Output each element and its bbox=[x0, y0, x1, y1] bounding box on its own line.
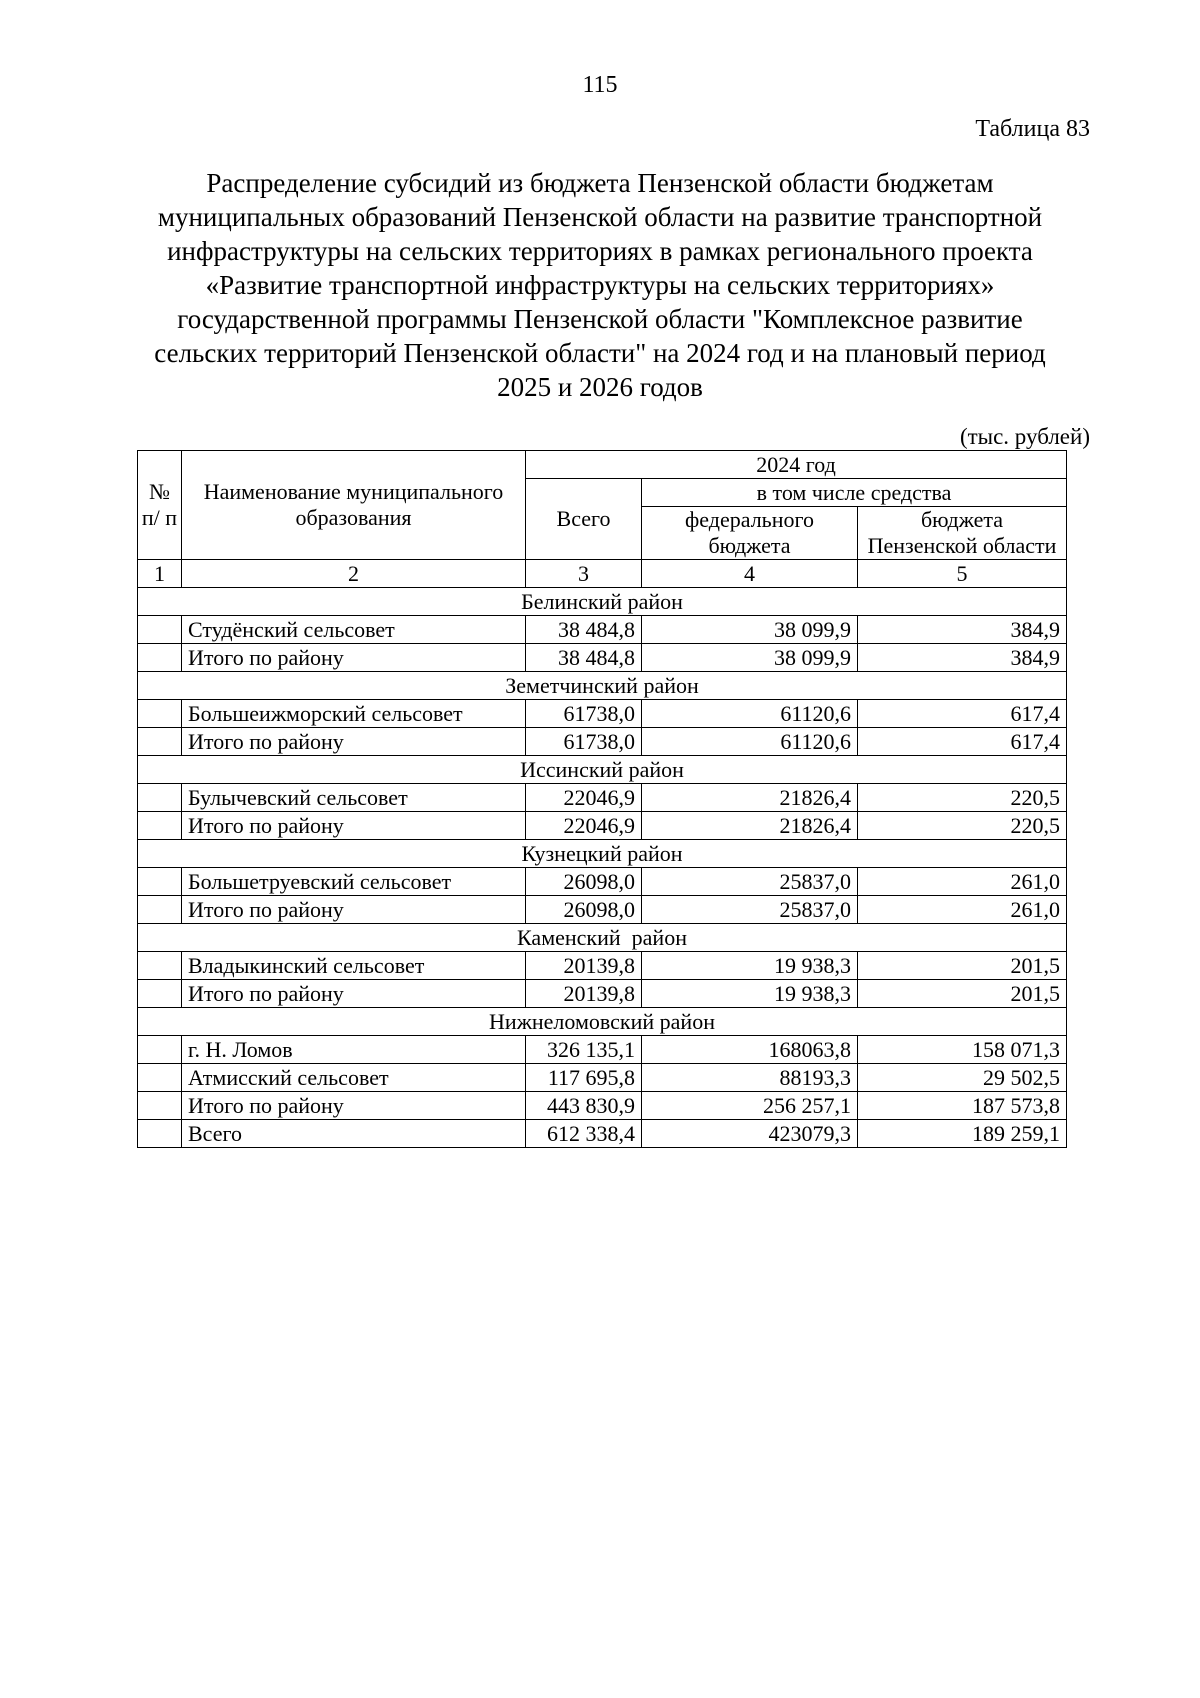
row-name: Студёнский сельсовет bbox=[182, 616, 526, 644]
row-total: 22046,9 bbox=[526, 784, 642, 812]
row-regional: 29 502,5 bbox=[858, 1064, 1067, 1092]
table-row bbox=[138, 812, 1067, 840]
row-federal: 168063,8 bbox=[642, 1036, 858, 1064]
title-line: 2025 и 2026 годов bbox=[497, 372, 703, 402]
row-regional: 201,5 bbox=[858, 980, 1067, 1008]
header-federal: федерального бюджета bbox=[642, 507, 858, 560]
row-num bbox=[138, 616, 182, 644]
row-name: Итого по району bbox=[182, 644, 526, 672]
row-name: Итого по району bbox=[182, 980, 526, 1008]
col-number: 1 bbox=[138, 560, 182, 588]
page-number: 115 bbox=[582, 72, 618, 98]
row-name: Большеижморский сельсовет bbox=[182, 700, 526, 728]
header-total: Всего bbox=[526, 479, 642, 560]
title-line: Распределение субсидий из бюджета Пензенской области бюджетам bbox=[206, 168, 994, 198]
district-name: Иссинский район bbox=[138, 756, 1067, 784]
row-regional: 617,4 bbox=[858, 728, 1067, 756]
table-row bbox=[138, 1092, 1067, 1120]
row-total: 38 484,8 bbox=[526, 644, 642, 672]
table-row bbox=[138, 896, 1067, 924]
row-federal: 61120,6 bbox=[642, 728, 858, 756]
row-total: 326 135,1 bbox=[526, 1036, 642, 1064]
row-name: Атмисский сельсовет bbox=[182, 1064, 526, 1092]
row-total: 20139,8 bbox=[526, 952, 642, 980]
district-row bbox=[138, 840, 1067, 868]
row-federal: 61120,6 bbox=[642, 700, 858, 728]
row-num bbox=[138, 868, 182, 896]
table-row bbox=[138, 868, 1067, 896]
subsidy-table bbox=[137, 450, 1067, 1148]
district-row bbox=[138, 924, 1067, 952]
title-line: сельских территорий Пензенской области" на 2024 год и на плановый период bbox=[154, 338, 1046, 368]
table-body bbox=[138, 588, 1067, 1148]
row-total: 20139,8 bbox=[526, 980, 642, 1008]
col-number: 4 bbox=[642, 560, 858, 588]
row-total: 26098,0 bbox=[526, 896, 642, 924]
row-num bbox=[138, 980, 182, 1008]
row-num bbox=[138, 784, 182, 812]
row-num bbox=[138, 728, 182, 756]
district-row bbox=[138, 1008, 1067, 1036]
district-name: Кузнецкий район bbox=[138, 840, 1067, 868]
row-regional: 220,5 bbox=[858, 812, 1067, 840]
title-line: муниципальных образований Пензенской области на развитие транспортной bbox=[157, 202, 1043, 232]
row-federal: 25837,0 bbox=[642, 896, 858, 924]
header-incl: в том числе средства bbox=[642, 479, 1067, 507]
header-name: Наименование муниципального образования bbox=[182, 451, 526, 560]
row-federal: 25837,0 bbox=[642, 868, 858, 896]
row-total: 61738,0 bbox=[526, 728, 642, 756]
row-total: 38 484,8 bbox=[526, 616, 642, 644]
row-num bbox=[138, 1036, 182, 1064]
title-line: «Развитие транспортной инфраструктуры на сельских территориях» bbox=[205, 270, 995, 300]
row-federal: 19 938,3 bbox=[642, 980, 858, 1008]
table-row bbox=[138, 1064, 1067, 1092]
row-regional: 220,5 bbox=[858, 784, 1067, 812]
row-num bbox=[138, 812, 182, 840]
title-line: инфраструктуры на сельских территориях в рамках регионального проекта bbox=[167, 236, 1033, 266]
row-regional: 187 573,8 bbox=[858, 1092, 1067, 1120]
row-name: Большетруевский сельсовет bbox=[182, 868, 526, 896]
row-name: Булычевский сельсовет bbox=[182, 784, 526, 812]
row-total: 61738,0 bbox=[526, 700, 642, 728]
row-name: Итого по району bbox=[182, 896, 526, 924]
table-row bbox=[138, 728, 1067, 756]
row-num bbox=[138, 644, 182, 672]
row-regional: 384,9 bbox=[858, 644, 1067, 672]
row-name: Итого по району bbox=[182, 1092, 526, 1120]
col-number: 2 bbox=[182, 560, 526, 588]
row-regional: 158 071,3 bbox=[858, 1036, 1067, 1064]
table-label: Таблица 83 bbox=[975, 116, 1090, 142]
row-num bbox=[138, 952, 182, 980]
row-name: г. Н. Ломов bbox=[182, 1036, 526, 1064]
district-row bbox=[138, 672, 1067, 700]
document-title bbox=[120, 166, 1080, 404]
table-row bbox=[138, 980, 1067, 1008]
row-total: 443 830,9 bbox=[526, 1092, 642, 1120]
col-number: 3 bbox=[526, 560, 642, 588]
units-label: (тыс. рублей) bbox=[959, 424, 1090, 449]
row-num bbox=[138, 1092, 182, 1120]
row-federal: 38 099,9 bbox=[642, 644, 858, 672]
table-row bbox=[138, 616, 1067, 644]
row-federal: 256 257,1 bbox=[642, 1092, 858, 1120]
row-name: Итого по району bbox=[182, 812, 526, 840]
table-row bbox=[138, 644, 1067, 672]
row-total: 26098,0 bbox=[526, 868, 642, 896]
row-federal: 21826,4 bbox=[642, 784, 858, 812]
table-row bbox=[138, 700, 1067, 728]
total-row bbox=[138, 1120, 1067, 1148]
district-row bbox=[138, 588, 1067, 616]
row-federal: 423079,3 bbox=[642, 1120, 858, 1148]
district-name: Нижнеломовский район bbox=[138, 1008, 1067, 1036]
row-federal: 38 099,9 bbox=[642, 616, 858, 644]
row-name: Итого по району bbox=[182, 728, 526, 756]
header-year: 2024 год bbox=[526, 451, 1067, 479]
row-regional: 617,4 bbox=[858, 700, 1067, 728]
row-name: Владыкинский сельсовет bbox=[182, 952, 526, 980]
row-regional: 384,9 bbox=[858, 616, 1067, 644]
row-num bbox=[138, 700, 182, 728]
row-total: 22046,9 bbox=[526, 812, 642, 840]
row-total: 117 695,8 bbox=[526, 1064, 642, 1092]
row-federal: 21826,4 bbox=[642, 812, 858, 840]
row-num bbox=[138, 1064, 182, 1092]
district-name: Земетчинский район bbox=[138, 672, 1067, 700]
header-num: № п/ п bbox=[138, 451, 182, 560]
row-regional: 201,5 bbox=[858, 952, 1067, 980]
title-line: государственной программы Пензенской области "Комплексное развитие bbox=[177, 304, 1023, 334]
district-name: Каменский район bbox=[138, 924, 1067, 952]
row-regional: 189 259,1 bbox=[858, 1120, 1067, 1148]
table-row bbox=[138, 952, 1067, 980]
table-row bbox=[138, 1036, 1067, 1064]
district-row bbox=[138, 756, 1067, 784]
col-number: 5 bbox=[858, 560, 1067, 588]
district-name: Белинский район bbox=[138, 588, 1067, 616]
header-regional: бюджета Пензенской области bbox=[858, 507, 1067, 560]
row-total: 612 338,4 bbox=[526, 1120, 642, 1148]
row-federal: 88193,3 bbox=[642, 1064, 858, 1092]
table-header bbox=[138, 451, 1067, 588]
row-num bbox=[138, 1120, 182, 1148]
row-federal: 19 938,3 bbox=[642, 952, 858, 980]
row-name: Всего bbox=[182, 1120, 526, 1148]
row-regional: 261,0 bbox=[858, 868, 1067, 896]
row-regional: 261,0 bbox=[858, 896, 1067, 924]
row-num bbox=[138, 896, 182, 924]
table-row bbox=[138, 784, 1067, 812]
